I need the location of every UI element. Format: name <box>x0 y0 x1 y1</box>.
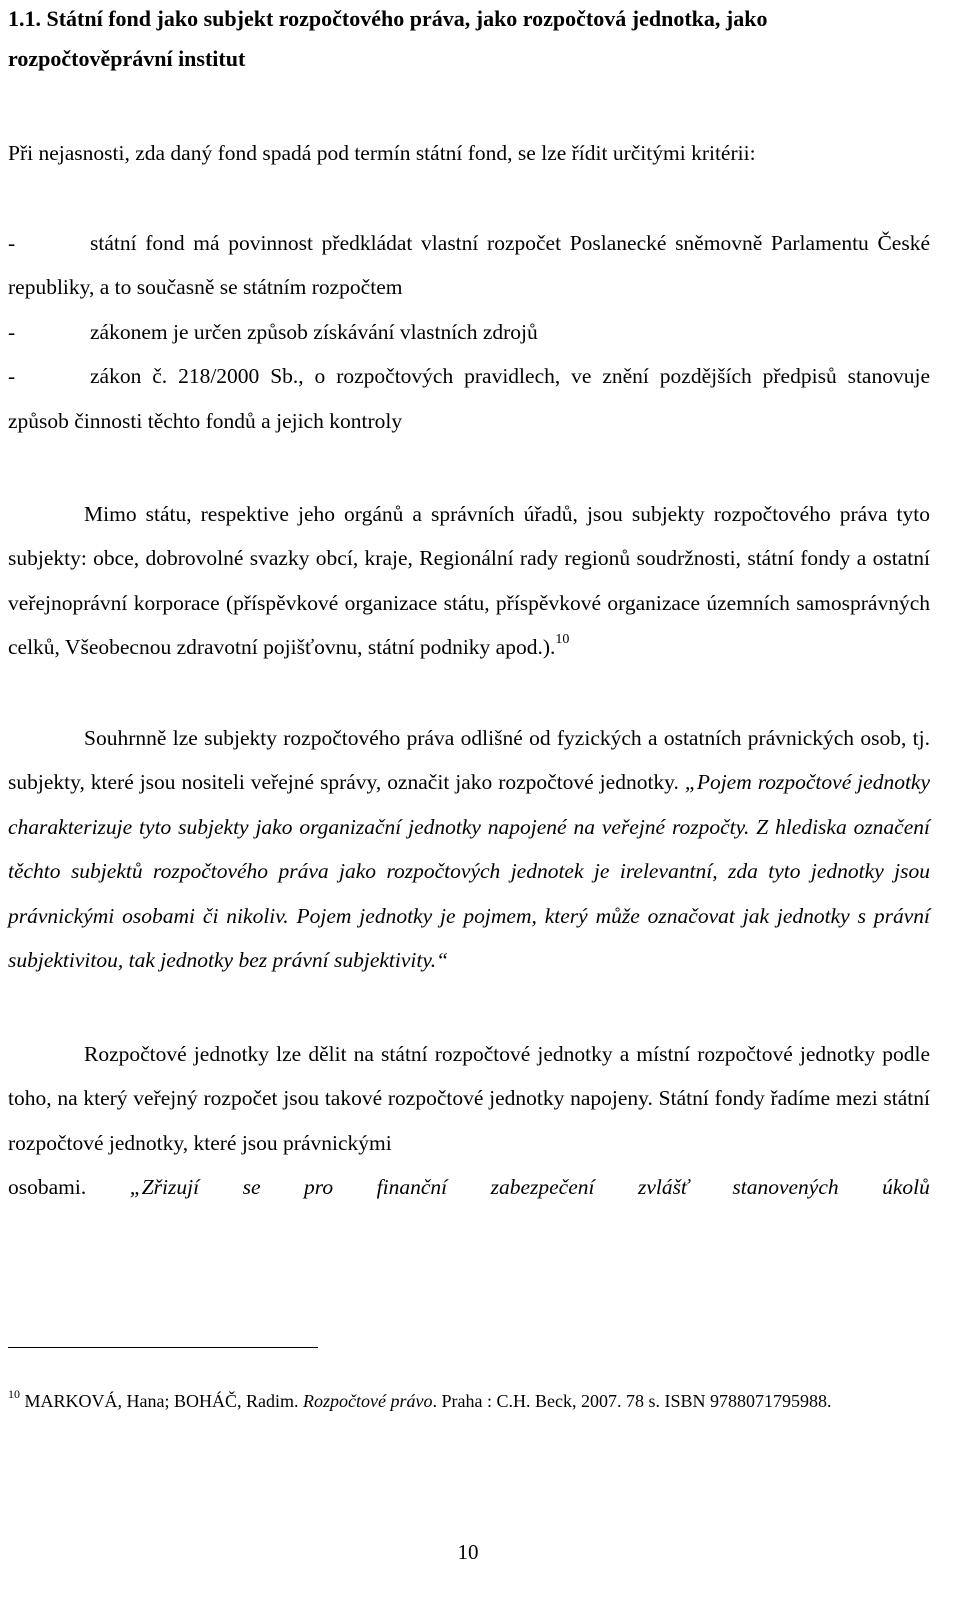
page-number: 10 <box>457 1540 479 1564</box>
paragraph-division <box>8 1032 930 1210</box>
list-item-text: zákon č. 218/2000 Sb., o rozpočtových pravidlech, ve znění pozdějších předpisů stanovuje způsob činnosti těchto fondů a jejich kontroly <box>8 364 930 433</box>
list-item <box>8 310 930 354</box>
list-dash: - <box>8 319 16 344</box>
quote-word: úkolů <box>882 1175 930 1200</box>
paragraph-text: Souhrnně lze subjekty rozpočtového práva odlišné od fyzických a ostatních právnických osob, tj. subjekty, které jsou nositeli veřejné správy, označit jako rozpočtové jednotky. <box>8 726 930 795</box>
paragraph-word: osobami. <box>8 1175 87 1200</box>
quote-word: se <box>242 1175 261 1200</box>
footnote <box>8 1382 908 1420</box>
list-item-text: státní fond má povinnost předkládat vlastní rozpočet Poslanecké sněmovně Parlamentu České republiky, a to současně se státním rozpočtem <box>8 231 930 300</box>
quote-word: zabezpečení <box>490 1175 595 1200</box>
section-heading <box>8 0 930 80</box>
paragraph-text: Mimo státu, respektive jeho orgánů a správních úřadů, jsou subjekty rozpočtového práva tyto subjekty: obce, dobrovolné svazky obcí, kraje, Regionální rady regionů soudržnosti, státní fondy a ostatní veřejnoprávní korporace (příspěvkové organizace státu, příspěvkové organizace územních samosprávných celků, Všeobecnou zdravotní pojišťovnu, státní podniky apod.). <box>8 502 930 660</box>
footnote-reference: 10 <box>555 632 570 648</box>
paragraph-last-line <box>8 1165 930 1209</box>
quotation: „Pojem rozpočtové jednotky charakterizuje tyto subjekty jako organizační jednotky napojené na veřejné rozpočty. Z hlediska označení těchto subjektů rozpočtového práva jako rozpočtových jednotek je irelevantní, zda tyto jednotky jsou právnickými osobami či nikoliv. Pojem jednotky je pojmem, který může označovat jak jednotky s právní subjektivitou, tak jednotky bez právní subjektivity.“ <box>8 770 931 973</box>
footnote-publication: . Praha : C.H. Beck, 2007. 78 s. ISBN 9788071795988. <box>432 1391 832 1411</box>
quote-word: stanovených <box>732 1175 839 1200</box>
paragraph-budget-units <box>8 716 930 982</box>
heading-line-1: 1.1. Státní fond jako subjekt rozpočtového práva, jako rozpočtová jednotka, jako <box>8 6 768 31</box>
quote-word: „Zřizují <box>129 1175 200 1200</box>
list-item <box>8 354 930 443</box>
footnote-authors: MARKOVÁ, Hana; BOHÁČ, Radim. <box>24 1391 303 1411</box>
list-item <box>8 221 930 310</box>
footnote-separator <box>8 1347 318 1348</box>
quote-word: pro <box>304 1175 334 1200</box>
heading-line-2: rozpočtověprávní institut <box>8 46 246 71</box>
paragraph-subjects <box>8 492 930 670</box>
list-dash: - <box>8 364 16 389</box>
paragraph-text: Rozpočtové jednotky lze dělit na státní rozpočtové jednotky a místní rozpočtové jednotky podle toho, na který veřejný rozpočet jsou takové rozpočtové jednotky napojeny. Státní fondy řadíme mezi státní rozpočtové jednotky, které jsou právnickými <box>8 1042 930 1155</box>
footnote-number: 10 <box>8 1387 20 1401</box>
intro-paragraph: Při nejasnosti, zda daný fond spadá pod termín státní fond, se lze řídit určitými kritérii: <box>8 141 756 165</box>
quote-word: zvlášť <box>638 1175 689 1200</box>
list-dash: - <box>8 231 16 255</box>
list-item-text: zákonem je určen způsob získávání vlastních zdrojů <box>90 319 538 344</box>
footnote-title: Rozpočtové právo <box>303 1391 433 1411</box>
criteria-list <box>8 221 930 443</box>
quote-word: finanční <box>376 1175 448 1200</box>
